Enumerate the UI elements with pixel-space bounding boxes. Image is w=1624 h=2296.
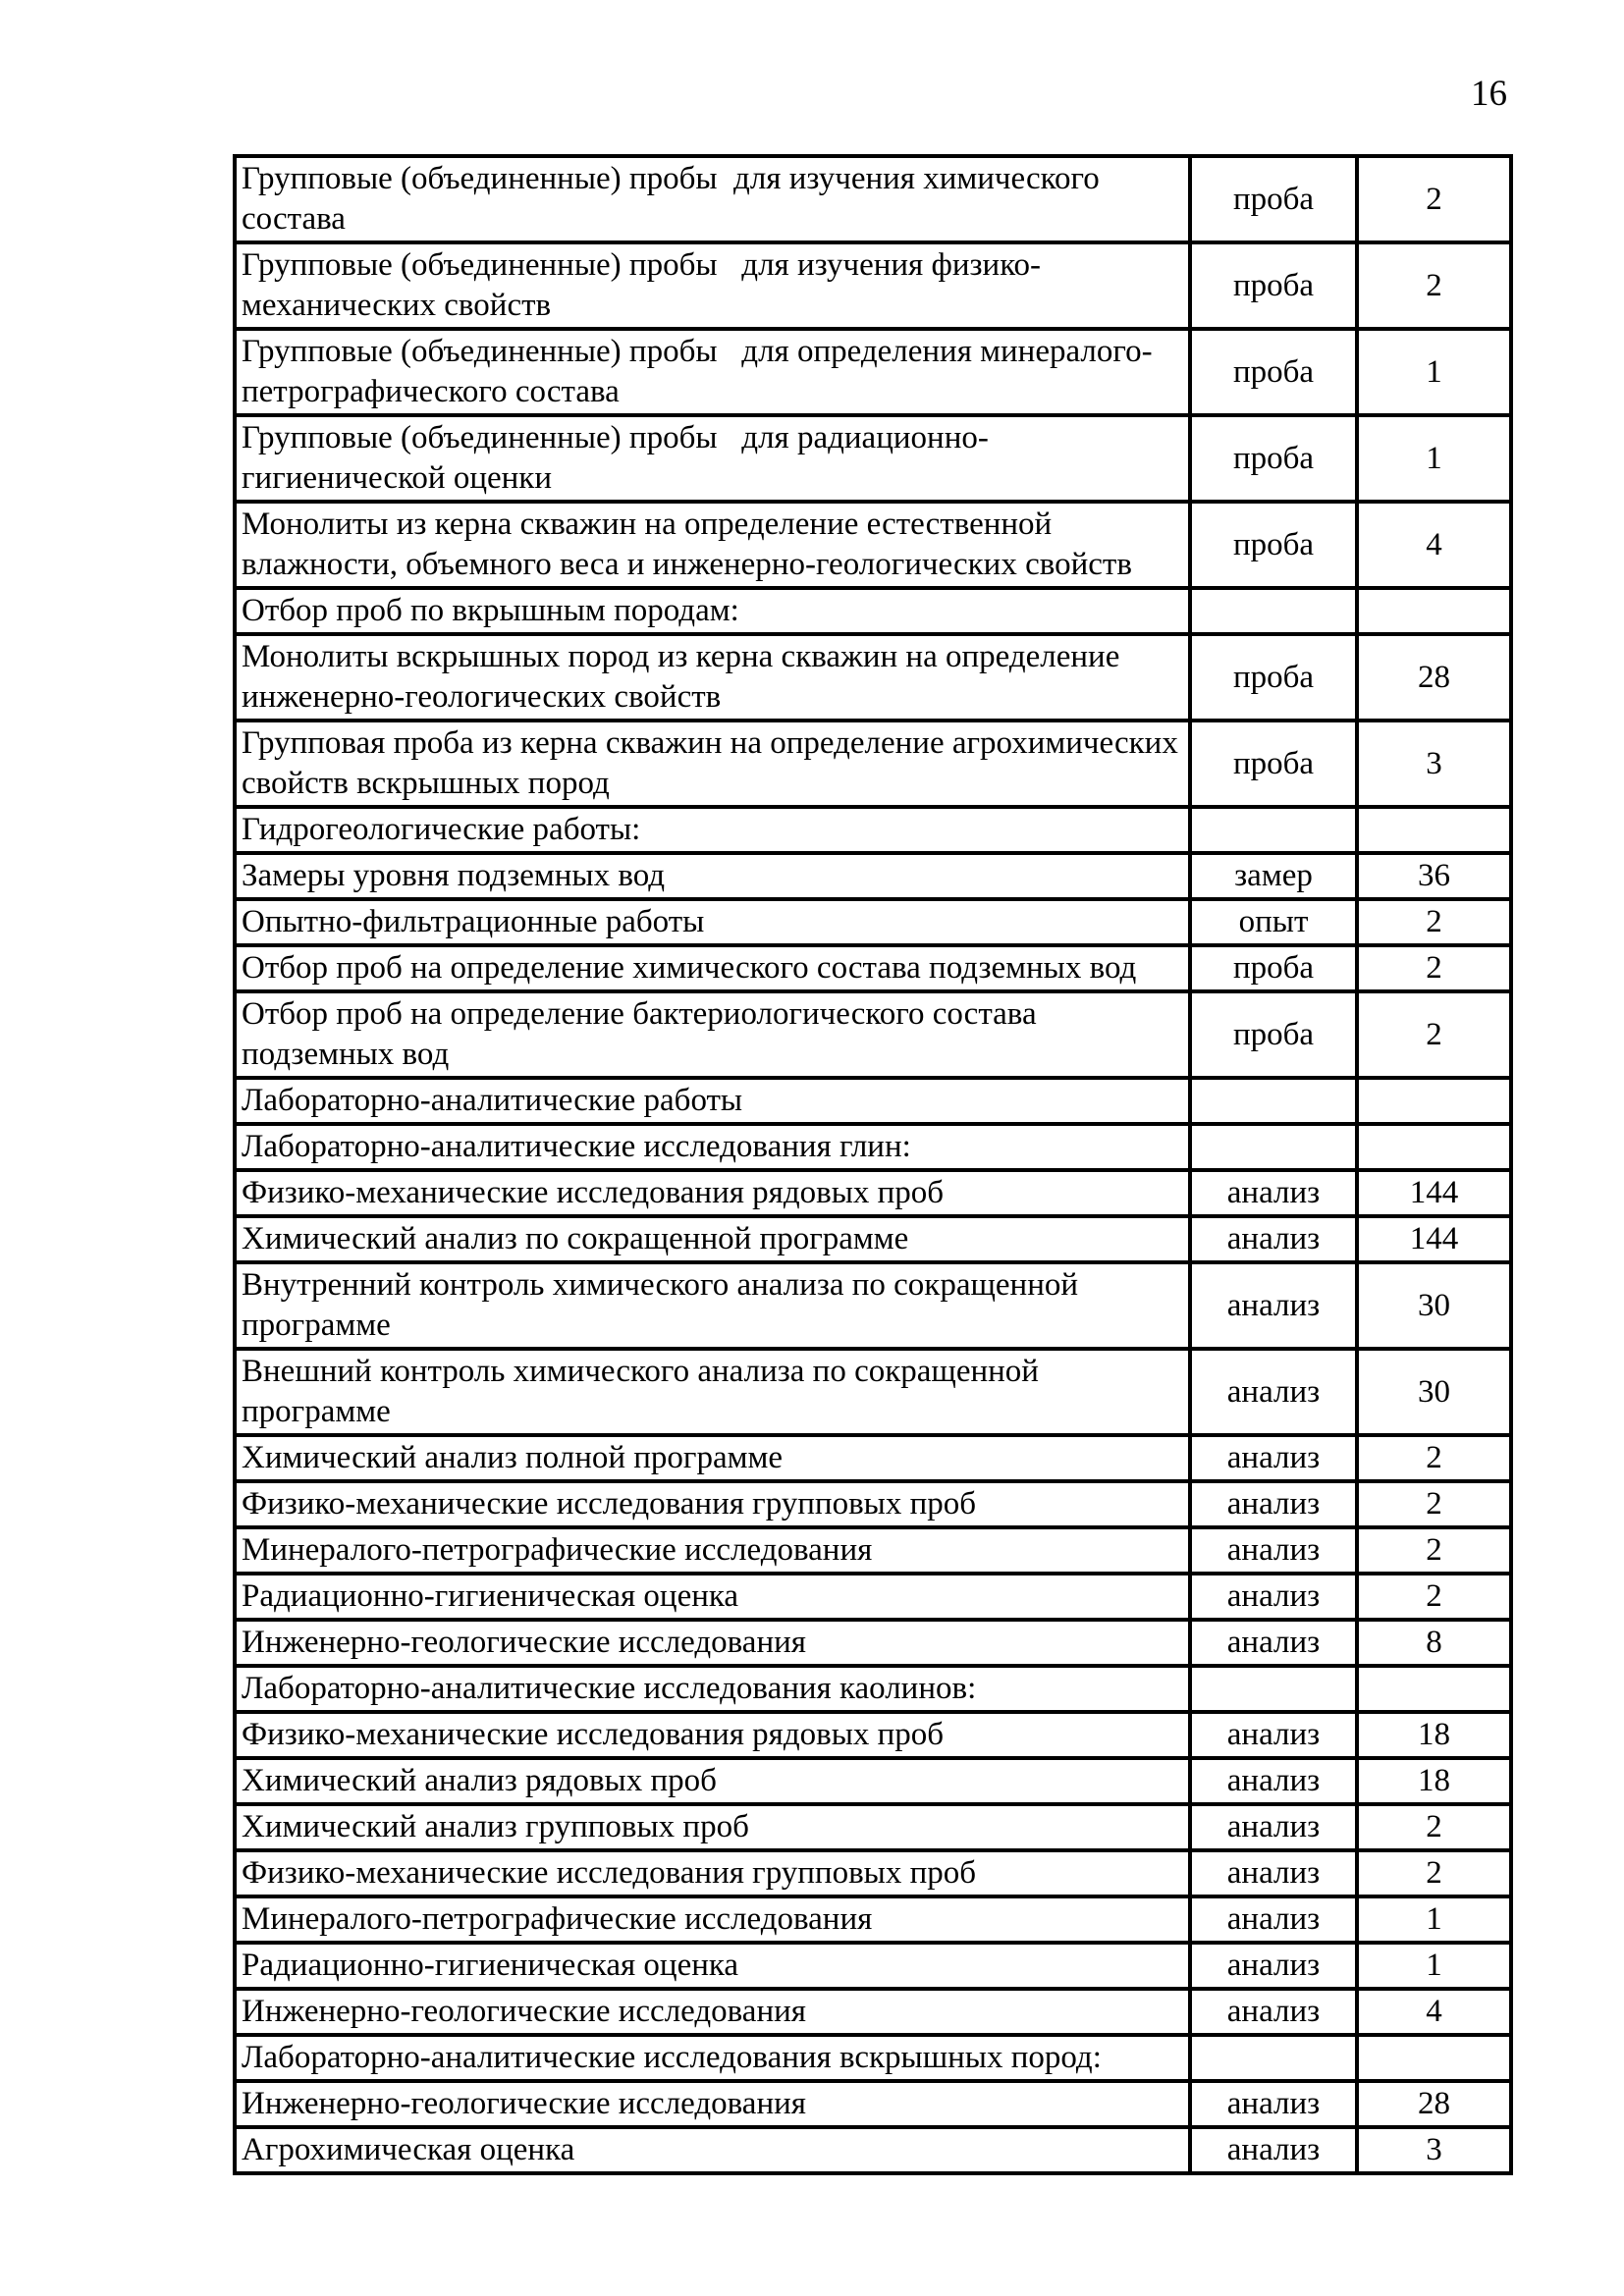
unit-cell: анализ: [1190, 1527, 1357, 1574]
work-description-cell: Инженерно-геологические исследования: [235, 1989, 1190, 2035]
quantity-cell: 144: [1357, 1216, 1511, 1262]
table-row: [235, 588, 1511, 634]
quantity-cell: 28: [1357, 2081, 1511, 2127]
work-description-cell: Инженерно-геологические исследования: [235, 2081, 1190, 2127]
work-description-cell: Групповые (объединенные) пробы для изучения химического состава: [235, 156, 1190, 242]
quantity-cell: 1: [1357, 1943, 1511, 1989]
unit-cell: [1190, 588, 1357, 634]
table-row: [235, 1712, 1511, 1758]
work-description-cell: Монолиты из керна скважин на определение естественной влажности, объемного веса и инженерно-геологических свойств: [235, 502, 1190, 588]
work-description-cell: Минералого-петрографические исследования: [235, 1896, 1190, 1943]
table-row: [235, 1216, 1511, 1262]
work-description-cell: Лабораторно-аналитические исследования глин:: [235, 1124, 1190, 1170]
unit-cell: проба: [1190, 721, 1357, 807]
work-description-cell: Монолиты вскрышных пород из керна скважин на определение инженерно-геологических свойств: [235, 634, 1190, 721]
work-description-cell: Групповая проба из керна скважин на определение агрохимических свойств вскрышных пород: [235, 721, 1190, 807]
quantity-cell: [1357, 1124, 1511, 1170]
unit-cell: анализ: [1190, 1804, 1357, 1850]
table-row: [235, 2081, 1511, 2127]
work-description-cell: Физико-механические исследования рядовых проб: [235, 1712, 1190, 1758]
work-description-cell: Внутренний контроль химического анализа по сокращенной программе: [235, 1262, 1190, 1349]
unit-cell: [1190, 1124, 1357, 1170]
unit-cell: проба: [1190, 329, 1357, 415]
unit-cell: [1190, 1078, 1357, 1124]
quantity-cell: 2: [1357, 1804, 1511, 1850]
unit-cell: проба: [1190, 242, 1357, 329]
work-description-cell: Лабораторно-аналитические работы: [235, 1078, 1190, 1124]
work-description-cell: Радиационно-гигиеническая оценка: [235, 1574, 1190, 1620]
unit-cell: анализ: [1190, 2127, 1357, 2173]
work-description-cell: Инженерно-геологические исследования: [235, 1620, 1190, 1666]
work-description-cell: Физико-механические исследования рядовых проб: [235, 1170, 1190, 1216]
table-row: [235, 1666, 1511, 1712]
table-row: [235, 502, 1511, 588]
quantity-cell: 2: [1357, 991, 1511, 1078]
quantity-cell: 8: [1357, 1620, 1511, 1666]
work-description-cell: Радиационно-гигиеническая оценка: [235, 1943, 1190, 1989]
table-row: [235, 1896, 1511, 1943]
table-row: [235, 329, 1511, 415]
work-description-cell: Лабораторно-аналитические исследования вскрышных пород:: [235, 2035, 1190, 2081]
table-row: [235, 1527, 1511, 1574]
quantity-cell: 4: [1357, 1989, 1511, 2035]
quantity-cell: [1357, 1078, 1511, 1124]
table-row: [235, 242, 1511, 329]
work-description-cell: Химический анализ полной программе: [235, 1435, 1190, 1481]
table-row: [235, 1435, 1511, 1481]
work-table-body: [235, 156, 1511, 2173]
quantity-cell: [1357, 1666, 1511, 1712]
unit-cell: проба: [1190, 415, 1357, 502]
unit-cell: анализ: [1190, 1262, 1357, 1349]
unit-cell: анализ: [1190, 1712, 1357, 1758]
unit-cell: анализ: [1190, 1349, 1357, 1435]
table-row: [235, 721, 1511, 807]
unit-cell: [1190, 2035, 1357, 2081]
unit-cell: проба: [1190, 156, 1357, 242]
quantity-cell: 2: [1357, 1481, 1511, 1527]
table-row: [235, 415, 1511, 502]
work-description-cell: Групповые (объединенные) пробы для определения минералого-петрографического состава: [235, 329, 1190, 415]
work-description-cell: Замеры уровня подземных вод: [235, 853, 1190, 899]
quantity-cell: 2: [1357, 156, 1511, 242]
quantity-cell: [1357, 807, 1511, 853]
unit-cell: анализ: [1190, 1943, 1357, 1989]
work-description-cell: Химический анализ групповых проб: [235, 1804, 1190, 1850]
unit-cell: проба: [1190, 502, 1357, 588]
quantity-cell: [1357, 2035, 1511, 2081]
unit-cell: анализ: [1190, 1435, 1357, 1481]
quantity-cell: 3: [1357, 721, 1511, 807]
table-row: [235, 1574, 1511, 1620]
unit-cell: [1190, 807, 1357, 853]
table-row: [235, 1262, 1511, 1349]
quantity-cell: 36: [1357, 853, 1511, 899]
unit-cell: анализ: [1190, 1170, 1357, 1216]
work-description-cell: Лабораторно-аналитические исследования каолинов:: [235, 1666, 1190, 1712]
quantity-cell: 1: [1357, 1896, 1511, 1943]
unit-cell: анализ: [1190, 1989, 1357, 2035]
quantity-cell: 1: [1357, 329, 1511, 415]
work-description-cell: Химический анализ по сокращенной программе: [235, 1216, 1190, 1262]
quantity-cell: 3: [1357, 2127, 1511, 2173]
unit-cell: проба: [1190, 991, 1357, 1078]
unit-cell: проба: [1190, 945, 1357, 991]
quantity-cell: 2: [1357, 1574, 1511, 1620]
quantity-cell: 2: [1357, 1850, 1511, 1896]
unit-cell: анализ: [1190, 2081, 1357, 2127]
table-row: [235, 1804, 1511, 1850]
unit-cell: анализ: [1190, 1574, 1357, 1620]
table-row: [235, 634, 1511, 721]
quantity-cell: 2: [1357, 945, 1511, 991]
table-row: [235, 945, 1511, 991]
unit-cell: анализ: [1190, 1896, 1357, 1943]
quantity-cell: 18: [1357, 1758, 1511, 1804]
table-row: [235, 899, 1511, 945]
table-row: [235, 1620, 1511, 1666]
work-description-cell: Минералого-петрографические исследования: [235, 1527, 1190, 1574]
quantity-cell: 2: [1357, 899, 1511, 945]
unit-cell: анализ: [1190, 1620, 1357, 1666]
unit-cell: замер: [1190, 853, 1357, 899]
table-row: [235, 1943, 1511, 1989]
table-row: [235, 1850, 1511, 1896]
work-description-cell: Химический анализ рядовых проб: [235, 1758, 1190, 1804]
table-row: [235, 853, 1511, 899]
work-description-cell: Гидрогеологические работы:: [235, 807, 1190, 853]
table-row: [235, 1124, 1511, 1170]
quantity-cell: 2: [1357, 1435, 1511, 1481]
work-description-cell: Групповые (объединенные) пробы для радиационно-гигиенической оценки: [235, 415, 1190, 502]
quantity-cell: 2: [1357, 242, 1511, 329]
work-description-cell: Физико-механические исследования групповых проб: [235, 1481, 1190, 1527]
work-description-cell: Опытно-фильтрационные работы: [235, 899, 1190, 945]
table-row: [235, 2127, 1511, 2173]
unit-cell: опыт: [1190, 899, 1357, 945]
work-description-cell: Отбор проб на определение химического состава подземных вод: [235, 945, 1190, 991]
work-description-cell: Групповые (объединенные) пробы для изучения физико-механических свойств: [235, 242, 1190, 329]
work-description-cell: Отбор проб на определение бактериологического состава подземных вод: [235, 991, 1190, 1078]
unit-cell: анализ: [1190, 1216, 1357, 1262]
work-description-cell: Агрохимическая оценка: [235, 2127, 1190, 2173]
table-row: [235, 1078, 1511, 1124]
work-description-cell: Физико-механические исследования групповых проб: [235, 1850, 1190, 1896]
unit-cell: [1190, 1666, 1357, 1712]
table-row: [235, 2035, 1511, 2081]
quantity-cell: 30: [1357, 1262, 1511, 1349]
work-volume-table: [233, 154, 1513, 2175]
quantity-cell: 4: [1357, 502, 1511, 588]
table-row: [235, 1758, 1511, 1804]
unit-cell: анализ: [1190, 1758, 1357, 1804]
table-row: [235, 1989, 1511, 2035]
unit-cell: проба: [1190, 634, 1357, 721]
quantity-cell: 28: [1357, 634, 1511, 721]
unit-cell: анализ: [1190, 1850, 1357, 1896]
table-row: [235, 1481, 1511, 1527]
quantity-cell: 18: [1357, 1712, 1511, 1758]
unit-cell: анализ: [1190, 1481, 1357, 1527]
quantity-cell: 144: [1357, 1170, 1511, 1216]
table-row: [235, 1170, 1511, 1216]
quantity-cell: 30: [1357, 1349, 1511, 1435]
quantity-cell: 1: [1357, 415, 1511, 502]
quantity-cell: [1357, 588, 1511, 634]
table-row: [235, 156, 1511, 242]
table-row: [235, 807, 1511, 853]
work-description-cell: Отбор проб по вкрышным породам:: [235, 588, 1190, 634]
page-number: 16: [1471, 74, 1507, 114]
table-row: [235, 991, 1511, 1078]
quantity-cell: 2: [1357, 1527, 1511, 1574]
table-row: [235, 1349, 1511, 1435]
work-description-cell: Внешний контроль химического анализа по сокращенной программе: [235, 1349, 1190, 1435]
